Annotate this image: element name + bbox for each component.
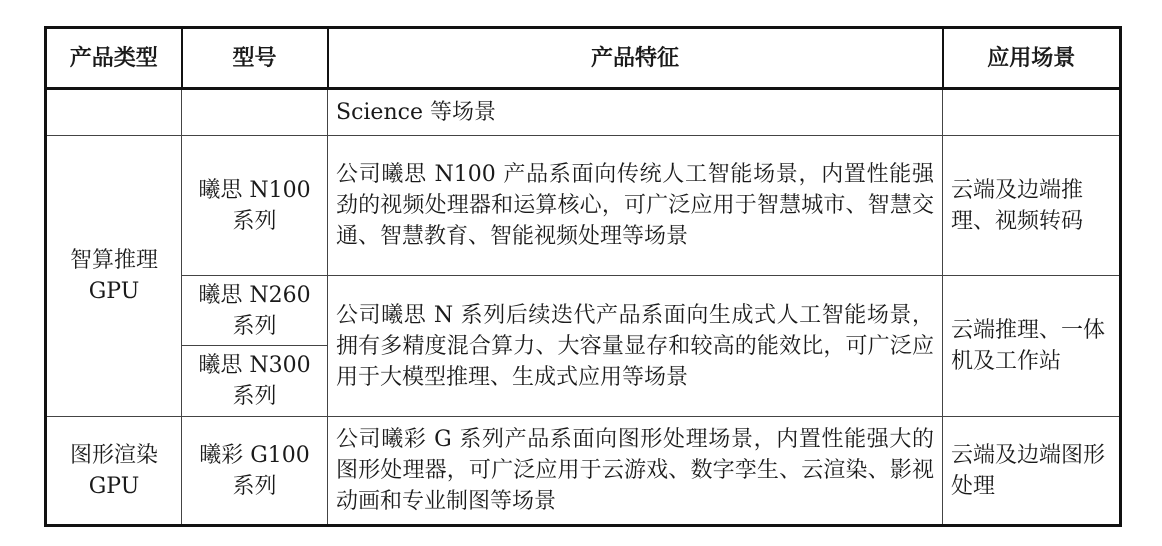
header-application-scenario: 应用场景 <box>943 28 1121 89</box>
table-row-n100 <box>46 136 1121 276</box>
product-table <box>44 26 1122 527</box>
table-row-n260 <box>46 276 1121 346</box>
scenario-cell-g100: 云端及边端图形处理 <box>943 417 1121 526</box>
type-cell-inference-gpu <box>46 136 182 417</box>
model-label-g100: 曦彩 G100 系列 <box>199 442 310 499</box>
table-row-g100 <box>46 417 1121 526</box>
model-cell-n300 <box>182 346 328 417</box>
header-product-type: 产品类型 <box>46 28 182 89</box>
scenario-cell-n100: 云端及边端推理、视频转码 <box>943 136 1121 276</box>
model-cell-n100 <box>182 136 328 276</box>
model-label-n260: 曦思 N260 系列 <box>198 282 311 339</box>
cont-type-cell <box>46 89 182 136</box>
type-label-inference-gpu: 智算推理 GPU <box>69 248 158 304</box>
scenario-cell-n-series: 云端推理、一体机及工作站 <box>943 276 1121 417</box>
model-cell-n260 <box>182 276 328 346</box>
feature-cell-g100: 公司曦彩 G 系列产品系面向图形处理场景，内置性能强大的图形处理器，可广泛应用于云游戏、数字孪生、云渲染、影视动画和专业制图等场景 <box>328 417 943 526</box>
feature-cell-n100: 公司曦思 N100 产品系面向传统人工智能场景，内置性能强劲的视频处理器和运算核心，可广泛应用于智慧城市、智慧交通、智慧教育、智能视频处理等场景 <box>328 136 943 276</box>
model-label-n300: 曦思 N300 系列 <box>198 353 311 409</box>
continuation-row <box>46 89 1121 136</box>
cont-scenario-cell <box>943 89 1121 136</box>
cont-model-cell <box>182 89 328 136</box>
type-label-graphics-gpu: 图形渲染 GPU <box>69 442 158 499</box>
model-cell-g100 <box>182 417 328 526</box>
model-label-n100: 曦思 N100 系列 <box>198 177 311 234</box>
header-product-feature: 产品特征 <box>328 28 943 89</box>
feature-cell-n-series: 公司曦思 N 系列后续迭代产品系面向生成式人工智能场景，拥有多精度混合算力、大容量显存和较高的能效比，可广泛应用于大模型推理、生成式应用等场景 <box>328 276 943 417</box>
type-cell-graphics-gpu <box>46 417 182 526</box>
cont-feature-cell: Science 等场景 <box>328 89 943 136</box>
header-model: 型号 <box>182 28 328 89</box>
header-row <box>46 28 1121 89</box>
